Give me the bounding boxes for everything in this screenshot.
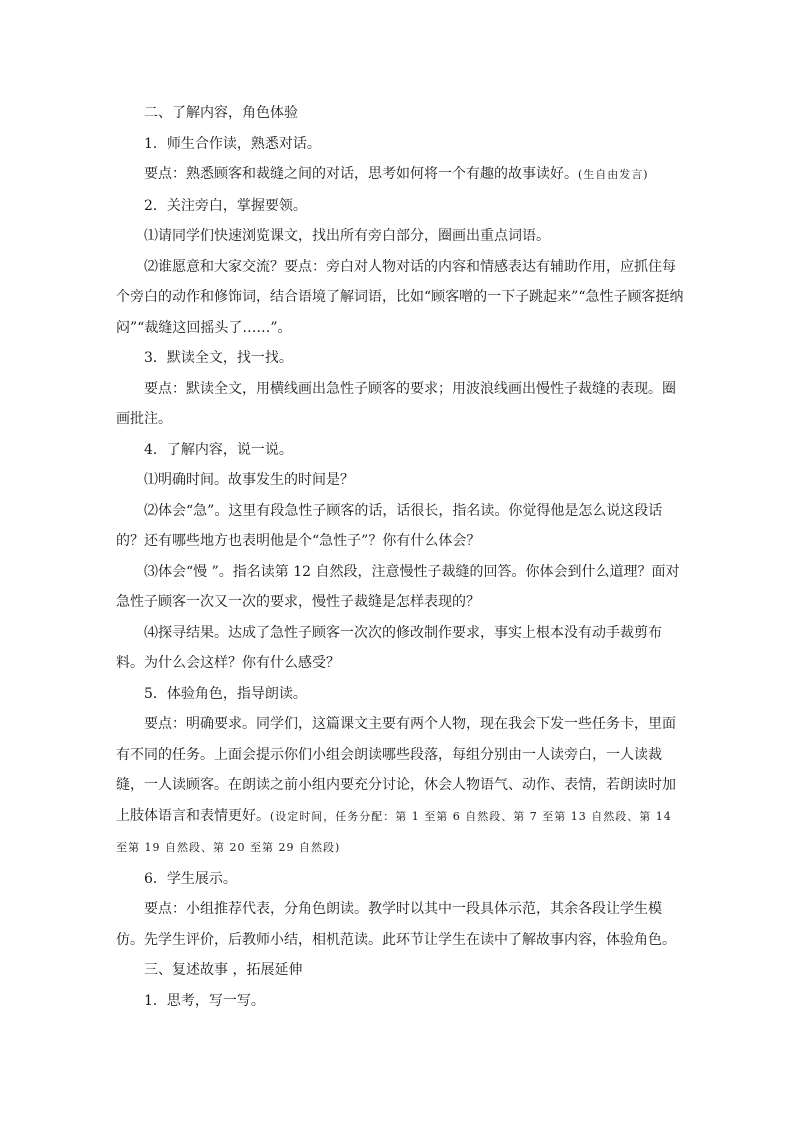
step-4-sub-4: ⑷探寻结果。达成了急性子顾客一次次的修改制作要求，事实上根本没有动手裁剪布料。为什么会这样？你有什么感受？ [116, 624, 662, 671]
step-1-title: 1．师生合作读，熟悉对话。 [144, 135, 321, 152]
step-2-sub-2: ⑵谁愿意和大家交流？要点：旁白对人物对话的内容和情感表达有辅助作用，应抓住每个旁白的动作和修饰词，结合语境了解词语，比如“顾客噌的一下子跳起来”“急性子顾客挺纳闷”“裁缝这回摇头了……”。 [116, 258, 684, 336]
step-6-point: 要点：小组推荐代表，分角色朗读。教学时以其中一段具体示范，其余各段让学生模仿。先学生评价，后教师小结，相机范读。此环节让学生在读中了解故事内容，体验角色。 [116, 901, 676, 948]
step-1-point: 要点：熟悉顾客和裁缝之间的对话，思考如何将一个有趣的故事读好。(生自由发言) [144, 166, 649, 182]
section-heading-3: 三、复述故事 ，拓展延伸 [144, 962, 303, 978]
step-1-note: (生自由发言) [578, 168, 649, 181]
step-3-point: 要点：默读全文，用横线画出急性子顾客的要求；用波浪线画出慢性子裁缝的表现。圈画批注。 [116, 380, 676, 427]
step-5-note: (设定时间，任务分配：第 1 至第 6 自然段、第 7 至第 13 自然段、第 14 至第 19 自然段、第 20 至第 29 自然段) [116, 809, 672, 854]
step-2-sub-1: ⑴请同学们快速浏览课文，找出所有旁白部分，圈画出重点词语。 [144, 228, 550, 244]
document-page [116, 98, 686, 1016]
step-5-title: 5．体验角色，指导朗读。 [144, 685, 307, 702]
step-5-point: 要点：明确要求。同学们，这篇课文主要有两个人物，现在我会下发一些任务卡，里面有不同的任务。上面会提示你们小组会朗读哪些段落，每组分别由一人读旁白，一人读裁缝，一人读顾客。在朗读之前小组内要充分讨论，休会人物语气、动作、表情，若朗读时加上肢体语言和表情更好。(设定时间，任务分配：第 1 至第 6 自然段、第 7 至第 13 自然段、第 14 至第 19 自然段、第 20 至第 29 自然段) [116, 716, 676, 854]
step-6-title: 6．学生展示。 [144, 870, 237, 887]
step-4-sub-1: ⑴明确时间。故事发生的时间是？ [144, 472, 354, 488]
section-heading-2: 二、了解内容，角色体验 [144, 105, 298, 121]
step-3-title: 3．默读全文，找一找。 [144, 350, 293, 366]
section-3-step-1: 1．思考，写一写。 [144, 992, 265, 1009]
step-4-sub-2: ⑵体会“急”。这里有段急性子顾客的话，话很长，指名读。你觉得他是怎么说这段话的？还有哪些地方也表明他是个“急性子”？你有什么体会？ [116, 502, 663, 549]
step-2-title: 2．关注旁白，掌握要领。 [144, 197, 307, 214]
step-4-sub-3: ⑶体会“慢 ”。指名读第 12 自然段，注意慢性子裁缝的回答。你体会到什么道理？面对急性子顾客一次又一次的要求，慢性子裁缝是怎样表现的？ [116, 563, 680, 610]
step-4-title: 4．了解内容，说一说。 [144, 441, 293, 458]
